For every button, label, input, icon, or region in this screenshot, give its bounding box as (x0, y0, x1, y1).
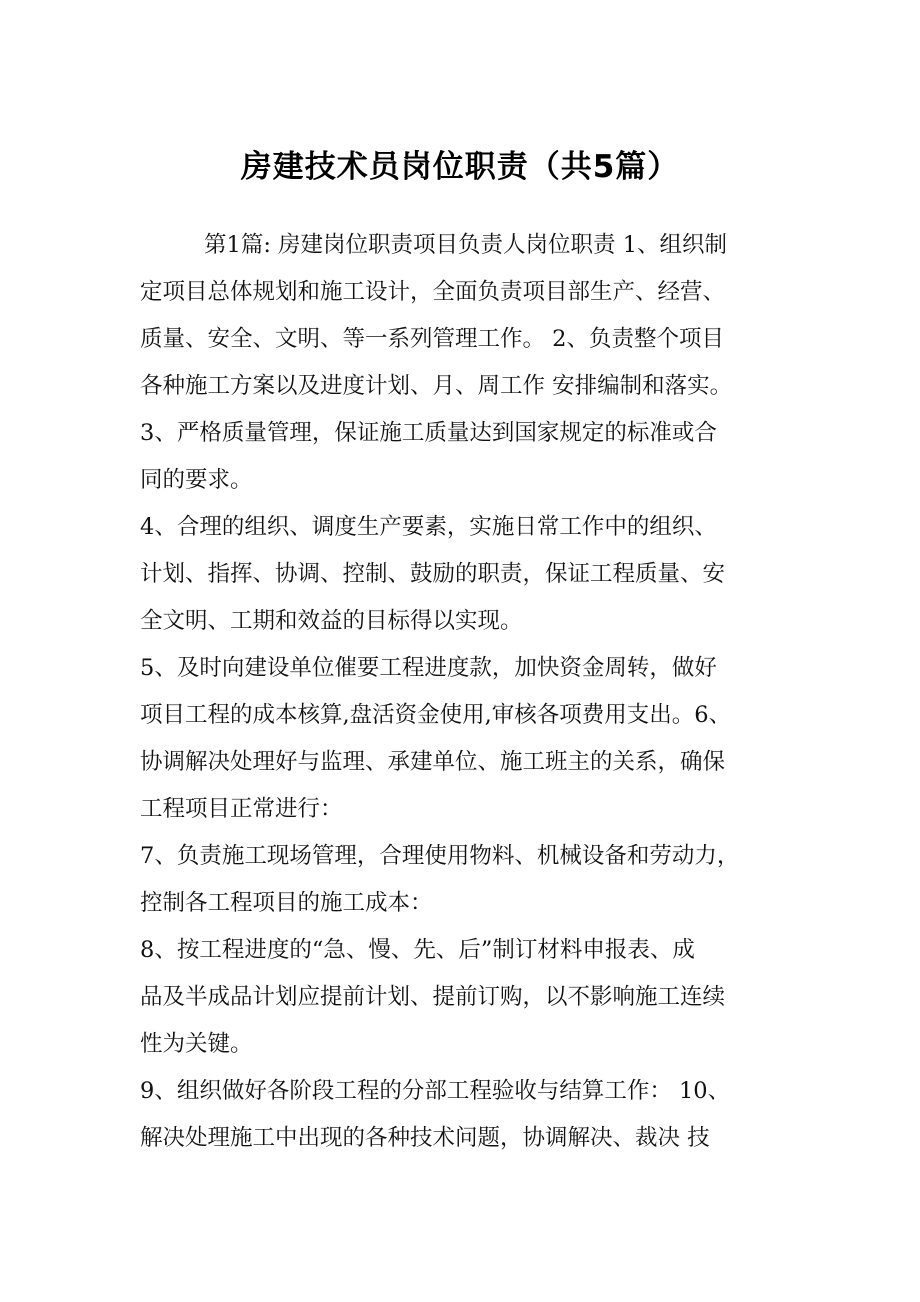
body-line: 5、及时向建设单位催要工程进度款，加快资金周转，做好 (140, 655, 717, 681)
body-line: 计划、指挥、协调、控制、鼓励的职责，保证工程质量、安 (140, 561, 726, 587)
body-line: 解决处理施工中出现的各种技术问题，协调解决、裁决 技 (140, 1125, 710, 1151)
body-line: 3、严格质量管理，保证施工质量达到国家规定的标准或合 (140, 420, 717, 446)
body-line: 7、负责施工现场管理，合理使用物料、机械设备和劳动力， (140, 843, 740, 869)
body-line: 8、按工程进度的“急、慢、先、后”制订材料申报表、成 (140, 937, 695, 963)
body-line: 控制各工程项目的施工成本： (140, 890, 433, 916)
body-line: 协调解决处理好与监理、承建单位、施工班主的关系，确保 (140, 749, 726, 775)
body-line: 9、组织做好各阶段工程的分部工程验收与结算工作： 10、 (140, 1078, 731, 1104)
body-line: 品及半成品计划应提前计划、提前订购，以不影响施工连续 (140, 984, 726, 1010)
document-body (140, 222, 800, 1162)
body-line: 工程项目正常进行： (140, 796, 343, 822)
document-title: 房建技术员岗位职责（共5篇） (240, 149, 680, 185)
body-line: 各种施工方案以及进度计划、月、周工作 安排编制和落实。 (140, 373, 733, 399)
body-line: 全文明、工期和效益的目标得以实现。 (140, 608, 523, 634)
body-line: 性为关键。 (140, 1031, 253, 1057)
body-line: 4、合理的组织、调度生产要素，实施日常工作中的组织、 (140, 514, 717, 540)
body-line: 第1篇: 房建岗位职责项目负责人岗位职责 1、组织制 (204, 232, 728, 258)
body-line: 质量、安全、文明、等一系列管理工作。 2、负责整个项目 (140, 326, 724, 352)
body-line: 定项目总体规划和施工设计，全面负责项目部生产、经营、 (140, 279, 726, 305)
body-line: 项目工程的成本核算,盘活资金使用,审核各项费用支出。6、 (140, 702, 732, 728)
body-line: 同的要求。 (140, 467, 253, 493)
